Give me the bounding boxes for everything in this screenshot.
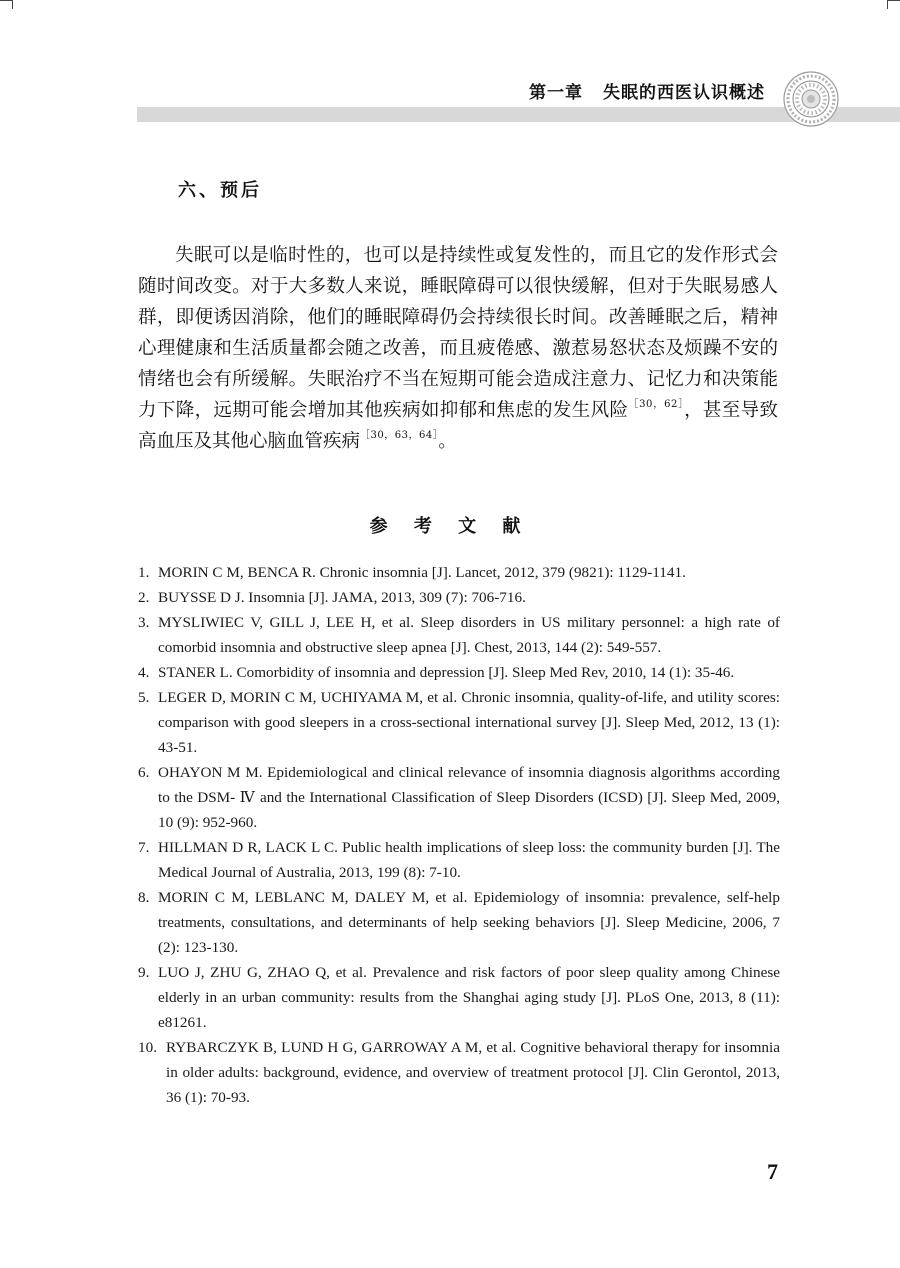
reference-list [138,560,780,1110]
reference-text: MORIN C M, LEBLANC M, DALEY M, et al. Epidemiology of insomnia: prevalence, self-help treatments, consultations, and determinants of help seeking behaviors [J]. Sleep Medicine, 2006, 7 (2): 123-130. [158,889,780,956]
body-text-part-3: 。 [438,431,457,452]
reference-item [138,1035,780,1110]
reference-item [138,960,780,1035]
reference-number: 8. [138,889,150,906]
reference-text: BUYSSE D J. Insomnia [J]. JAMA, 2013, 309 (7): 706-716. [158,589,526,606]
reference-number: 3. [138,614,150,631]
section-heading: 六、预后 [178,180,262,201]
reference-text: LEGER D, MORIN C M, UCHIYAMA M, et al. Chronic insomnia, quality-of-life, and utility scores: comparison with good sleepers in a cross-sectional international survey [J]. Sleep Med, 2012, 13 (1): 43-51. [158,689,780,756]
reference-number: 10. [138,1039,157,1056]
reference-text: STANER L. Comorbidity of insomnia and depression [J]. Sleep Med Rev, 2010, 14 (1): 35-46. [158,664,735,681]
body-text-part-1: 失眠可以是临时性的，也可以是持续性或复发性的，而且它的发作形式会随时间改变。对于大多数人来说，睡眠障碍可以很快缓解，但对于失眠易感人群，即便诱因消除，他们的睡眠障碍仍会持续很长时间。改善睡眠之后，精神心理健康和生活质量都会随之改善，而且疲倦感、激惹易怒状态及烦躁不安的情绪也会有所缓解。失眠治疗不当在短期可能会造成注意力、记忆力和决策能力下降，远期可能会增加其他疾病如抑郁和焦虑的发生风险 [138,245,778,421]
reference-item [138,885,780,960]
reference-item [138,660,780,685]
reference-text: OHAYON M M. Epidemiological and clinical relevance of insomnia diagnosis algorithms according to the DSM- Ⅳ and the International Classification of Sleep Disorders (ICSD) [J]. Sleep Med, 2009, 10 (9): 952-960. [158,764,780,831]
page-number: 7 [767,1159,778,1184]
reference-number: 2. [138,589,150,606]
crop-mark-top-left [0,0,13,9]
reference-number: 1. [138,564,150,581]
reference-item [138,835,780,885]
running-header [529,78,765,103]
reference-text: HILLMAN D R, LACK L C. Public health implications of sleep loss: the community burden [J]. The Medical Journal of Australia, 2013, 199 (8): 7-10. [158,839,780,881]
reference-number: 9. [138,964,150,981]
reference-text: MYSLIWIEC V, GILL J, LEE H, et al. Sleep disorders in US military personnel: a high rate of comorbid insomnia and obstructive sleep apnea [J]. Chest, 2013, 144 (2): 549-557. [158,614,780,656]
references-heading: 参 考 文 献 [369,516,531,537]
reference-number: 5. [138,689,150,706]
reference-number: 6. [138,764,150,781]
reference-item [138,585,780,610]
crop-mark-top-right [887,0,900,9]
reference-text: LUO J, ZHU G, ZHAO Q, et al. Prevalence and risk factors of poor sleep quality among Chinese elderly in an urban community: results from the Shanghai aging study [J]. PLoS One, 2013, 8 (11): e81261. [158,964,780,1031]
reference-text: RYBARCZYK B, LUND H G, GARROWAY A M, et al. Cognitive behavioral therapy for insomnia in older adults: background, evidence, and overview of treatment protocol [J]. Clin Gerontol, 2013, 36 (1): 70-93. [166,1039,780,1106]
body-paragraph [138,240,778,457]
citation-superscript: ［30，62］ [628,399,685,410]
body-text-part-2: ，甚至导致高血压及其他心脑血管疾病 [138,400,778,452]
reference-item [138,685,780,760]
reference-item [138,610,780,660]
reference-item [138,760,780,835]
reference-text: MORIN C M, BENCA R. Chronic insomnia [J]. Lancet, 2012, 379 (9821): 1129-1141. [158,564,686,581]
reference-number: 4. [138,664,150,681]
reference-number: 7. [138,839,150,856]
decorative-medallion-icon [782,70,840,128]
citation-superscript: ［30，63，64］ [360,430,439,441]
chapter-title: 失眠的西医认识概述 [603,83,765,103]
reference-item [138,560,780,585]
chapter-number: 第一章 [529,83,583,103]
